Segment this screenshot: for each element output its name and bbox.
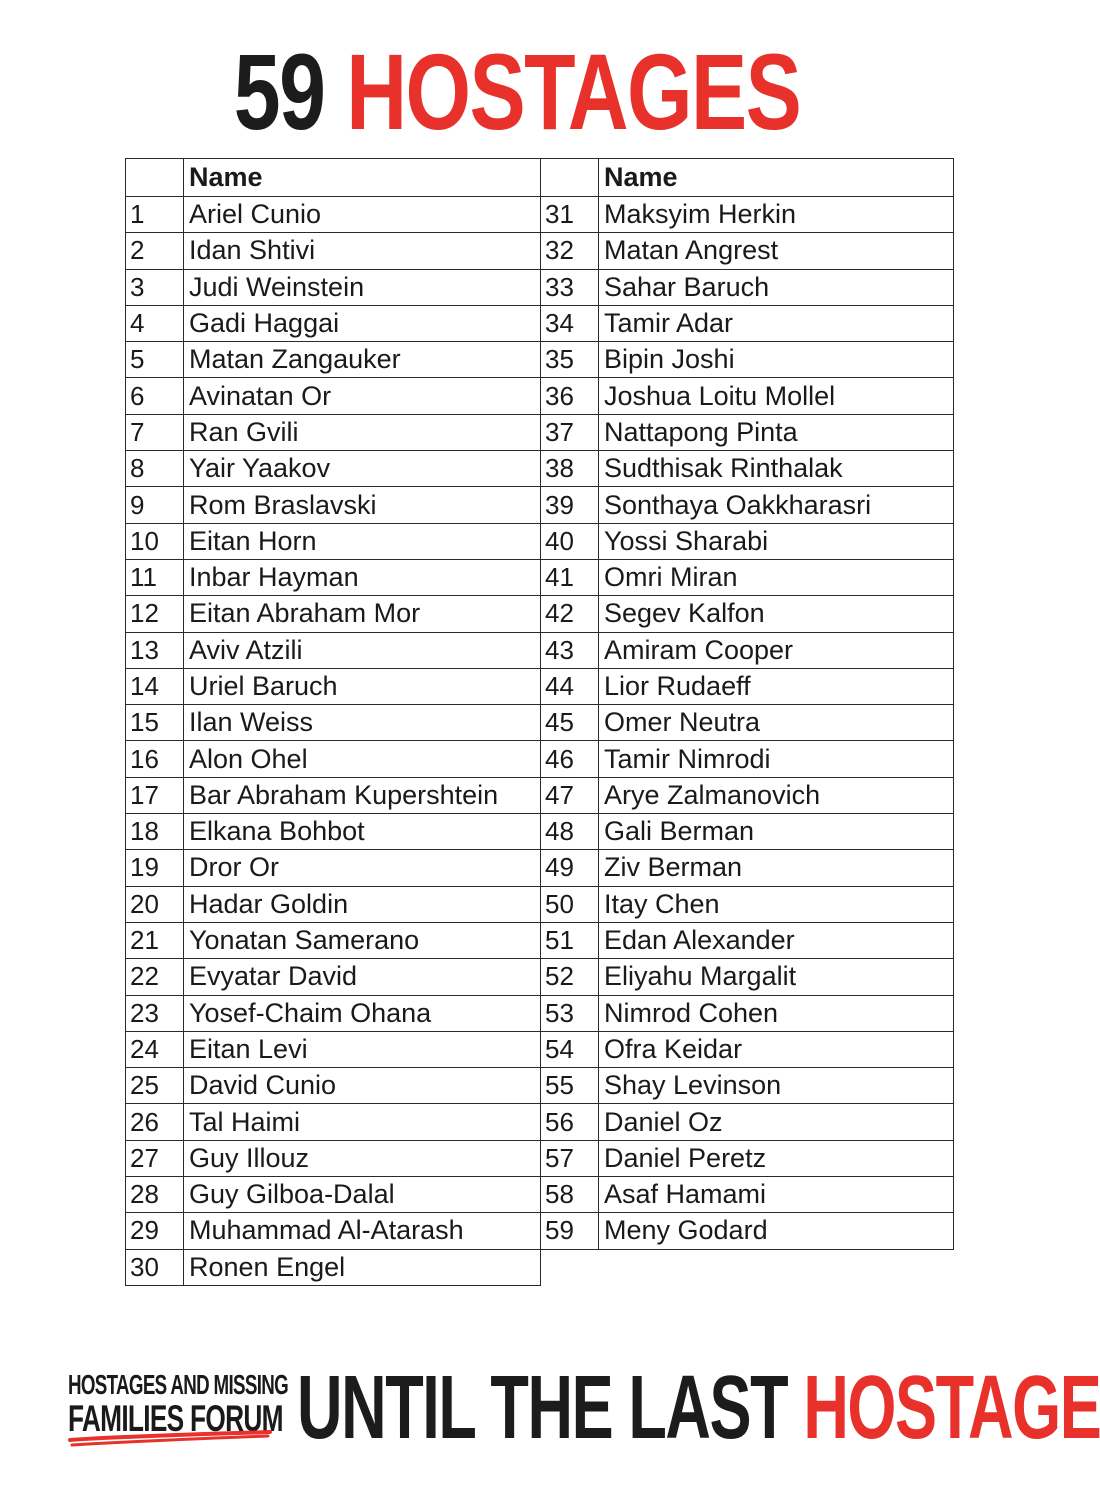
table-header-row xyxy=(541,159,954,197)
row-number: 27 xyxy=(126,1140,184,1176)
row-number: 33 xyxy=(541,269,599,305)
table-row xyxy=(541,233,954,269)
table-row xyxy=(126,922,541,958)
hostage-name: Eitan Levi xyxy=(184,1031,541,1067)
table-row xyxy=(126,632,541,668)
table-row xyxy=(541,741,954,777)
row-number: 35 xyxy=(541,342,599,378)
hostage-name: Daniel Oz xyxy=(599,1104,954,1140)
table-row xyxy=(126,1177,541,1213)
table-row xyxy=(541,959,954,995)
hostage-name: Yair Yaakov xyxy=(184,451,541,487)
row-number: 6 xyxy=(126,378,184,414)
hostage-name: Hadar Goldin xyxy=(184,886,541,922)
row-number: 23 xyxy=(126,995,184,1031)
table-row xyxy=(126,995,541,1031)
hostage-name: Segev Kalfon xyxy=(599,596,954,632)
table-row xyxy=(126,1104,541,1140)
table-row xyxy=(126,559,541,595)
hostage-name: Yossi Sharabi xyxy=(599,523,954,559)
title-number: 59 xyxy=(233,31,325,152)
row-number: 3 xyxy=(126,269,184,305)
table-row xyxy=(541,850,954,886)
hostage-name: Omer Neutra xyxy=(599,705,954,741)
table-row xyxy=(541,1104,954,1140)
row-number: 22 xyxy=(126,959,184,995)
row-number: 53 xyxy=(541,995,599,1031)
row-number: 37 xyxy=(541,414,599,450)
hostage-name: Sonthaya Oakkharasri xyxy=(599,487,954,523)
table-row xyxy=(541,342,954,378)
row-number: 15 xyxy=(126,705,184,741)
hostage-name: Asaf Hamami xyxy=(599,1177,954,1213)
row-number: 52 xyxy=(541,959,599,995)
table-row xyxy=(126,596,541,632)
row-number: 51 xyxy=(541,922,599,958)
hostage-name: Amiram Cooper xyxy=(599,632,954,668)
row-number: 19 xyxy=(126,850,184,886)
row-number: 26 xyxy=(126,1104,184,1140)
hostage-table-right xyxy=(540,158,954,1250)
row-number: 1 xyxy=(126,197,184,233)
hostage-name: Ziv Berman xyxy=(599,850,954,886)
table-row xyxy=(126,378,541,414)
row-number: 20 xyxy=(126,886,184,922)
row-number: 40 xyxy=(541,523,599,559)
table-row xyxy=(126,886,541,922)
table-row xyxy=(126,1213,541,1249)
table-row xyxy=(541,305,954,341)
table-row xyxy=(126,959,541,995)
row-number: 55 xyxy=(541,1068,599,1104)
row-number: 41 xyxy=(541,559,599,595)
table-row xyxy=(126,741,541,777)
hostage-name: Dror Or xyxy=(184,850,541,886)
hostage-name: Matan Angrest xyxy=(599,233,954,269)
table-row xyxy=(126,233,541,269)
hostage-name: Matan Zangauker xyxy=(184,342,541,378)
hostage-name: Tamir Nimrodi xyxy=(599,741,954,777)
hostage-name: Eitan Abraham Mor xyxy=(184,596,541,632)
hostage-name: Ofra Keidar xyxy=(599,1031,954,1067)
hostage-name: Shay Levinson xyxy=(599,1068,954,1104)
table-row xyxy=(541,886,954,922)
hostage-name: Idan Shtivi xyxy=(184,233,541,269)
table-row xyxy=(126,1068,541,1104)
name-column-header: Name xyxy=(599,159,954,197)
hostage-name: Gali Berman xyxy=(599,814,954,850)
table-row xyxy=(126,487,541,523)
tagline-dark: UNTIL THE LAST xyxy=(297,1358,788,1458)
table-row xyxy=(541,269,954,305)
row-number: 58 xyxy=(541,1177,599,1213)
table-row xyxy=(541,668,954,704)
row-number: 32 xyxy=(541,233,599,269)
table-row xyxy=(126,451,541,487)
hostage-name: Eitan Horn xyxy=(184,523,541,559)
hostage-name: Judi Weinstein xyxy=(184,269,541,305)
hostage-name: Avinatan Or xyxy=(184,378,541,414)
table-row xyxy=(126,1249,541,1285)
row-number: 38 xyxy=(541,451,599,487)
row-number: 13 xyxy=(126,632,184,668)
hostage-name: Ronen Engel xyxy=(184,1249,541,1285)
row-number: 49 xyxy=(541,850,599,886)
hostage-name: Sudthisak Rinthalak xyxy=(599,451,954,487)
hostage-name: Inbar Hayman xyxy=(184,559,541,595)
hostage-name: Uriel Baruch xyxy=(184,668,541,704)
table-row xyxy=(541,378,954,414)
row-number: 45 xyxy=(541,705,599,741)
table-row xyxy=(126,197,541,233)
hostage-name: Ran Gvili xyxy=(184,414,541,450)
row-number: 9 xyxy=(126,487,184,523)
table-row xyxy=(126,1031,541,1067)
row-number: 25 xyxy=(126,1068,184,1104)
row-number: 43 xyxy=(541,632,599,668)
forum-logo xyxy=(68,1369,289,1439)
hostage-name: Bar Abraham Kupershtein xyxy=(184,777,541,813)
table-row xyxy=(126,814,541,850)
name-column-header: Name xyxy=(184,159,541,197)
table-row xyxy=(541,995,954,1031)
row-number: 17 xyxy=(126,777,184,813)
row-number: 30 xyxy=(126,1249,184,1285)
logo-underline-swoosh xyxy=(68,1430,274,1448)
table-row xyxy=(541,1140,954,1176)
table-row xyxy=(126,523,541,559)
hostage-table-left xyxy=(125,158,541,1286)
row-number: 7 xyxy=(126,414,184,450)
title-word: HOSTAGES xyxy=(346,31,801,152)
row-number: 42 xyxy=(541,596,599,632)
table-row xyxy=(541,197,954,233)
hostage-name: Yonatan Samerano xyxy=(184,922,541,958)
row-number: 12 xyxy=(126,596,184,632)
hostage-name: Meny Godard xyxy=(599,1213,954,1249)
row-number: 29 xyxy=(126,1213,184,1249)
row-number: 54 xyxy=(541,1031,599,1067)
row-number: 18 xyxy=(126,814,184,850)
hostage-name: Rom Braslavski xyxy=(184,487,541,523)
table-row xyxy=(541,559,954,595)
tagline-red: HOSTAGE xyxy=(803,1358,1100,1458)
row-number: 8 xyxy=(126,451,184,487)
table-row xyxy=(126,414,541,450)
row-number: 48 xyxy=(541,814,599,850)
forum-logo-line1: HOSTAGES AND MISSING xyxy=(68,1369,289,1400)
table-row xyxy=(126,1140,541,1176)
table-header-row xyxy=(126,159,541,197)
table-row xyxy=(541,596,954,632)
table-row xyxy=(541,705,954,741)
hostage-name: Eliyahu Margalit xyxy=(599,959,954,995)
forum-logo-line2: FAMILIES FORUM xyxy=(68,1398,283,1439)
table-row xyxy=(541,632,954,668)
table-row xyxy=(541,814,954,850)
row-number: 57 xyxy=(541,1140,599,1176)
hostage-name: Tal Haimi xyxy=(184,1104,541,1140)
table-row xyxy=(541,487,954,523)
hostage-name: Itay Chen xyxy=(599,886,954,922)
hostage-name: Ilan Weiss xyxy=(184,705,541,741)
row-number: 36 xyxy=(541,378,599,414)
hostage-name: Omri Miran xyxy=(599,559,954,595)
hostage-name: Edan Alexander xyxy=(599,922,954,958)
table-row xyxy=(541,1177,954,1213)
hostage-name: Lior Rudaeff xyxy=(599,668,954,704)
table-row xyxy=(541,523,954,559)
table-row xyxy=(541,451,954,487)
row-number: 11 xyxy=(126,559,184,595)
table-row xyxy=(126,305,541,341)
row-number: 21 xyxy=(126,922,184,958)
row-number: 14 xyxy=(126,668,184,704)
right-table-body xyxy=(541,197,954,1250)
hostage-name: Guy Gilboa-Dalal xyxy=(184,1177,541,1213)
table-row xyxy=(126,705,541,741)
hostage-name: Muhammad Al-Atarash xyxy=(184,1213,541,1249)
row-number: 34 xyxy=(541,305,599,341)
hostage-name: David Cunio xyxy=(184,1068,541,1104)
number-column-header xyxy=(541,159,599,197)
hostage-name: Bipin Joshi xyxy=(599,342,954,378)
table-row xyxy=(126,850,541,886)
hostage-name: Yosef-Chaim Ohana xyxy=(184,995,541,1031)
row-number: 31 xyxy=(541,197,599,233)
hostage-name: Tamir Adar xyxy=(599,305,954,341)
number-column-header xyxy=(126,159,184,197)
page-title xyxy=(114,31,921,152)
table-row xyxy=(126,777,541,813)
row-number: 47 xyxy=(541,777,599,813)
row-number: 24 xyxy=(126,1031,184,1067)
row-number: 59 xyxy=(541,1213,599,1249)
row-number: 10 xyxy=(126,523,184,559)
row-number: 44 xyxy=(541,668,599,704)
hostage-name: Guy Illouz xyxy=(184,1140,541,1176)
row-number: 56 xyxy=(541,1104,599,1140)
table-row xyxy=(541,1068,954,1104)
table-row xyxy=(541,777,954,813)
table-row xyxy=(541,414,954,450)
row-number: 4 xyxy=(126,305,184,341)
hostage-name: Alon Ohel xyxy=(184,741,541,777)
row-number: 16 xyxy=(126,741,184,777)
table-row xyxy=(126,342,541,378)
hostage-name: Maksyim Herkin xyxy=(599,197,954,233)
row-number: 46 xyxy=(541,741,599,777)
table-row xyxy=(541,1031,954,1067)
hostage-name: Elkana Bohbot xyxy=(184,814,541,850)
table-row xyxy=(126,269,541,305)
row-number: 50 xyxy=(541,886,599,922)
row-number: 5 xyxy=(126,342,184,378)
hostage-name: Arye Zalmanovich xyxy=(599,777,954,813)
row-number: 39 xyxy=(541,487,599,523)
row-number: 28 xyxy=(126,1177,184,1213)
hostage-name: Aviv Atzili xyxy=(184,632,541,668)
table-row xyxy=(541,922,954,958)
hostage-name: Joshua Loitu Mollel xyxy=(599,378,954,414)
hostage-name: Nattapong Pinta xyxy=(599,414,954,450)
hostage-name: Evyatar David xyxy=(184,959,541,995)
table-row xyxy=(541,1213,954,1249)
table-row xyxy=(126,668,541,704)
hostage-name: Sahar Baruch xyxy=(599,269,954,305)
hostage-name: Nimrod Cohen xyxy=(599,995,954,1031)
hostage-name: Ariel Cunio xyxy=(184,197,541,233)
tagline xyxy=(297,1360,1100,1456)
hostage-name: Gadi Haggai xyxy=(184,305,541,341)
left-table-body xyxy=(126,197,541,1286)
hostage-name: Daniel Peretz xyxy=(599,1140,954,1176)
row-number: 2 xyxy=(126,233,184,269)
